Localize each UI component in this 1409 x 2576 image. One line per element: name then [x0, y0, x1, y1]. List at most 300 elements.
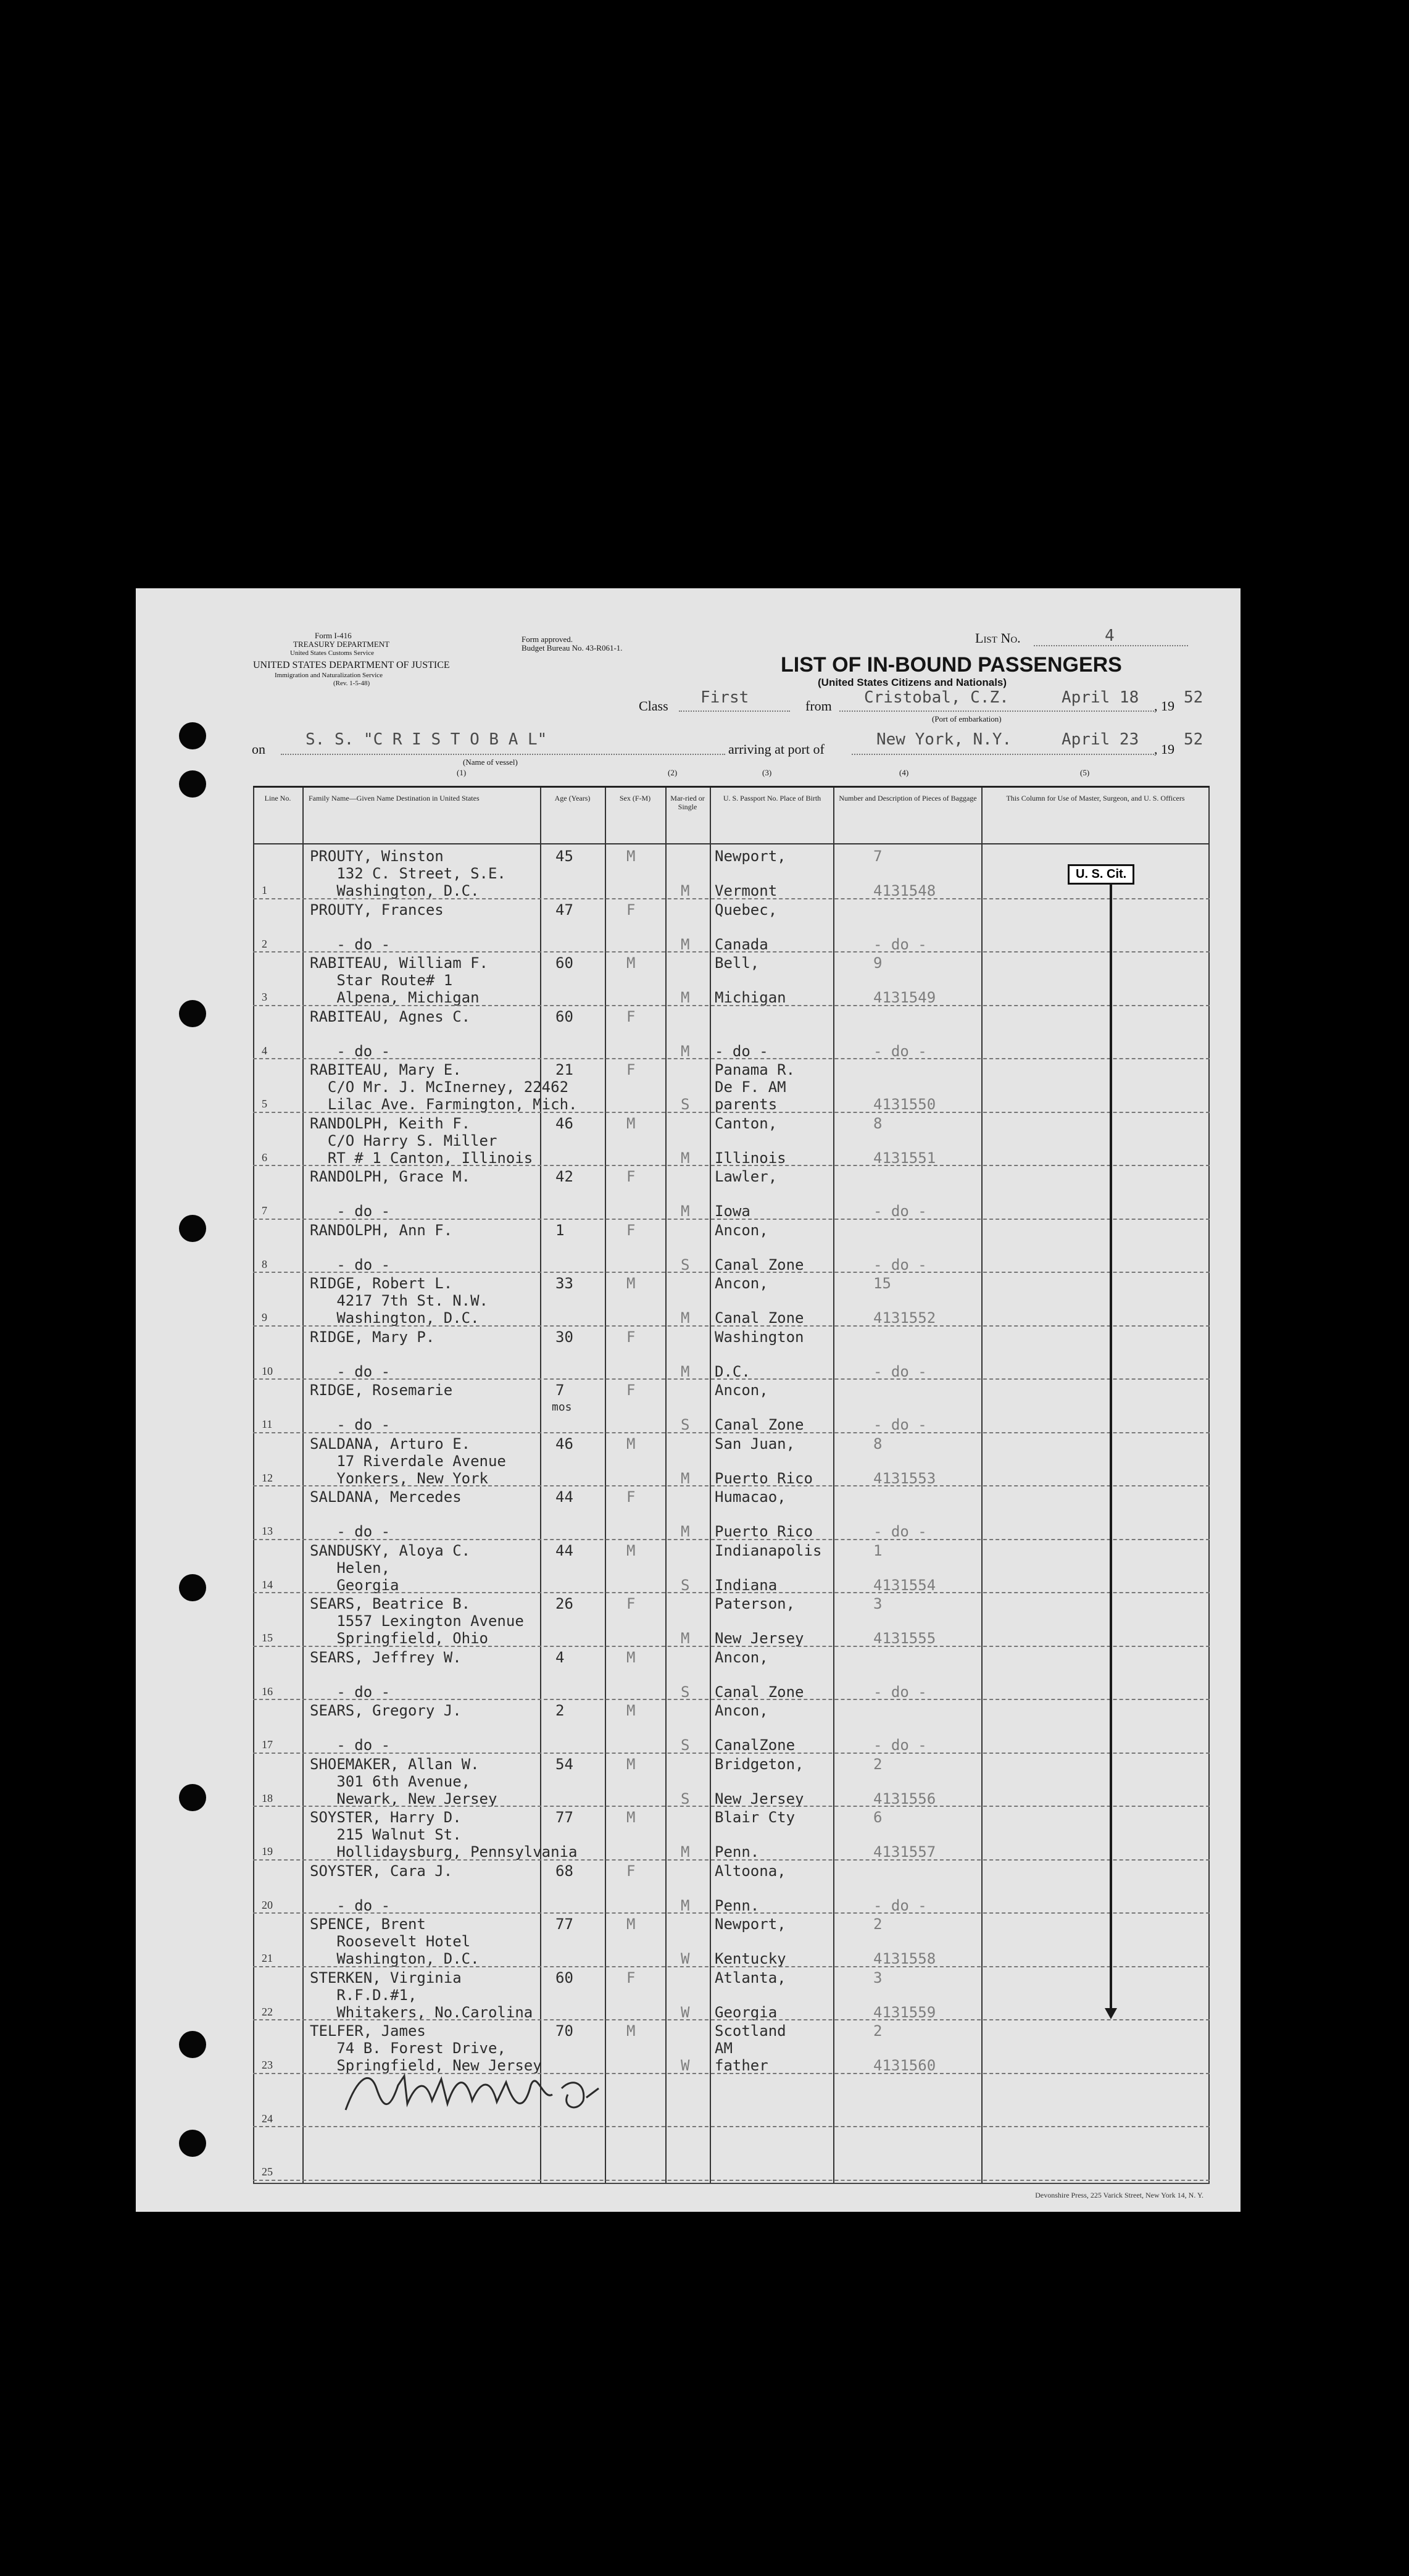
- baggage-line: - do -: [873, 935, 927, 953]
- birthplace-line: Illinois: [715, 1149, 786, 1167]
- row-rule: [253, 1539, 1210, 1540]
- age-value: 54: [555, 1755, 573, 1773]
- vessel-underline: [281, 754, 725, 755]
- line-number: 20: [262, 1898, 273, 1911]
- birthplace-line: Washington: [715, 1328, 804, 1346]
- marital-status: S: [681, 1096, 690, 1113]
- birthplace-line: Georgia: [715, 2003, 778, 2021]
- document-title: LIST OF IN-BOUND PASSENGERS: [781, 653, 1122, 677]
- line-number: 15: [262, 1632, 273, 1644]
- age-value: 21: [555, 1061, 573, 1078]
- punch-hole: [179, 1784, 206, 1811]
- age-value: 2: [555, 1702, 565, 1719]
- line-number: 23: [262, 2059, 273, 2071]
- line-number: 9: [262, 1311, 267, 1323]
- baggage-line: 4131557: [873, 1843, 936, 1861]
- birthplace-line: Humacao,: [715, 1488, 786, 1506]
- col-header-married: Mar-ried or Single: [670, 794, 705, 811]
- passenger-name-line: - do -: [310, 1683, 391, 1701]
- birthplace-line: Vermont: [715, 882, 778, 899]
- col-num-4: (4): [899, 768, 909, 777]
- age-value: 47: [555, 901, 573, 919]
- row-rule: [253, 1485, 1210, 1486]
- header-rule: [253, 843, 1210, 844]
- passenger-name-line: - do -: [310, 1042, 391, 1060]
- sex-value: M: [626, 1648, 636, 1666]
- baggage-line: 4131554: [873, 1576, 936, 1594]
- vessel-name: S. S. "C R I S T O B A L": [305, 730, 547, 749]
- birthplace-line: Michigan: [715, 989, 786, 1006]
- baggage-line: 8: [873, 1435, 883, 1453]
- marital-status: M: [681, 1469, 690, 1487]
- col-header-sex: Sex (F-M): [619, 794, 651, 802]
- row-rule: [253, 1112, 1210, 1113]
- passenger-name-line: TELFER, James: [310, 2022, 426, 2040]
- birthplace-line: D.C.: [715, 1362, 750, 1380]
- sex-value: M: [626, 1702, 636, 1719]
- age-value: 44: [555, 1488, 573, 1506]
- col-header-name: Family Name—Given Name Destination in United States: [309, 794, 480, 802]
- baggage-line: 4131552: [873, 1309, 936, 1327]
- marital-status: M: [681, 882, 690, 899]
- row-rule: [253, 1966, 1210, 1967]
- marital-status: M: [681, 1042, 690, 1060]
- row-rule: [253, 1272, 1210, 1273]
- age-value: 33: [555, 1275, 573, 1292]
- on-label: on: [252, 741, 265, 757]
- marital-status: M: [681, 1523, 690, 1540]
- passenger-name-line: Springfield, New Jersey: [310, 2057, 542, 2074]
- from-underline: [839, 711, 1154, 712]
- line-number: 12: [262, 1471, 273, 1484]
- treasury-dept: TREASURY DEPARTMENT: [293, 640, 390, 649]
- col-header-line: Line No.: [264, 794, 291, 802]
- birthplace-line: Kentucky: [715, 1950, 786, 1967]
- passenger-name-line: Washington, D.C.: [310, 1309, 480, 1327]
- baggage-line: 4131549: [873, 989, 936, 1006]
- passenger-name-line: RIDGE, Rosemarie: [310, 1382, 453, 1399]
- baggage-line: - do -: [873, 1523, 927, 1540]
- line-number: 19: [262, 1845, 273, 1857]
- passenger-name-line: Alpena, Michigan: [310, 989, 480, 1006]
- marital-status: M: [681, 1896, 690, 1914]
- passenger-name-line: - do -: [310, 935, 391, 953]
- marital-status: S: [681, 1576, 690, 1594]
- birthplace-line: Iowa: [715, 1203, 750, 1220]
- passenger-name-line: C/O Harry S. Miller: [310, 1132, 497, 1149]
- baggage-line: - do -: [873, 1416, 927, 1433]
- marital-status: S: [681, 1683, 690, 1701]
- marital-status: S: [681, 1790, 690, 1807]
- passenger-name-line: RIDGE, Robert L.: [310, 1275, 453, 1292]
- line-number: 5: [262, 1098, 267, 1110]
- sex-value: M: [626, 954, 636, 972]
- passenger-name-line: 17 Riverdale Avenue: [310, 1452, 506, 1470]
- baggage-line: 2: [873, 1755, 883, 1773]
- list-no-underline: [1034, 645, 1188, 646]
- age-value: 30: [555, 1328, 573, 1346]
- passenger-name-line: SANDUSKY, Aloya C.: [310, 1541, 471, 1559]
- age-value: 77: [555, 1809, 573, 1826]
- sex-value: M: [626, 1755, 636, 1773]
- sex-value: M: [626, 1114, 636, 1132]
- arrival-date: April 23: [1062, 730, 1139, 749]
- birthplace-line: Panama R.: [715, 1061, 796, 1078]
- birthplace-line: Ancon,: [715, 1275, 768, 1292]
- row-rule: [253, 1005, 1210, 1006]
- sex-value: F: [626, 1221, 636, 1239]
- baggage-line: - do -: [873, 1896, 927, 1914]
- passenger-name-line: Washington, D.C.: [310, 882, 480, 899]
- row-rule: [253, 1592, 1210, 1593]
- form-approved: Form approved.: [522, 635, 573, 644]
- class-underline: [679, 711, 790, 712]
- line-number: 1: [262, 884, 267, 896]
- marital-status: S: [681, 1736, 690, 1754]
- sex-value: F: [626, 1969, 636, 1986]
- baggage-line: 1: [873, 1541, 883, 1559]
- sex-value: F: [626, 1168, 636, 1185]
- baggage-line: 8: [873, 1114, 883, 1132]
- age-value: 70: [555, 2022, 573, 2040]
- age-value: 26: [555, 1595, 573, 1612]
- passenger-name-line: - do -: [310, 1362, 391, 1380]
- passenger-name-line: 4217 7th St. N.W.: [310, 1292, 488, 1309]
- line-number: 13: [262, 1525, 273, 1537]
- line-number: 10: [262, 1364, 273, 1377]
- class-label: Class: [639, 698, 668, 714]
- line-number: 6: [262, 1151, 267, 1164]
- passenger-name-line: RABITEAU, Mary E.: [310, 1061, 462, 1078]
- passenger-name-line: Star Route# 1: [310, 972, 453, 989]
- sex-value: F: [626, 1007, 636, 1025]
- birthplace-line: father: [715, 2057, 768, 2074]
- baggage-line: 2: [873, 1915, 883, 1933]
- sex-value: F: [626, 1488, 636, 1506]
- row-rule: [253, 1378, 1210, 1380]
- marital-status: W: [681, 2003, 690, 2021]
- form-revision: (Rev. 1-5-48): [333, 680, 370, 687]
- passenger-name-line: RANDOLPH, Keith F.: [310, 1114, 471, 1132]
- from-year-prefix: , 19: [1154, 698, 1174, 714]
- passenger-name-line: Lilac Ave. Farmington, Mich.: [310, 1096, 578, 1113]
- passenger-name-line: SPENCE, Brent: [310, 1915, 426, 1933]
- from-date: April 18: [1062, 688, 1139, 707]
- birthplace-line: Quebec,: [715, 901, 778, 919]
- age-value: 46: [555, 1435, 573, 1453]
- row-rule: [253, 1753, 1210, 1754]
- passenger-name-line: C/O Mr. J. McInerney, 22462: [310, 1078, 569, 1096]
- line-number: 11: [262, 1418, 273, 1430]
- row-rule: [253, 1912, 1210, 1914]
- passenger-name-line: SHOEMAKER, Allan W.: [310, 1755, 480, 1773]
- line-number: 24: [262, 2112, 273, 2125]
- passenger-name-line: STERKEN, Virginia: [310, 1969, 462, 1986]
- passenger-name-line: - do -: [310, 1736, 391, 1754]
- birthplace-line: Lawler,: [715, 1168, 778, 1185]
- passenger-name-line: PROUTY, Frances: [310, 901, 444, 919]
- line-number: 18: [262, 1791, 273, 1804]
- age-value: 1: [555, 1221, 565, 1239]
- col-header-officers: This Column for Use of Master, Surgeon, and U. S. Officers: [1006, 794, 1185, 802]
- birthplace-line: De F. AM: [715, 1078, 786, 1096]
- marital-status: M: [681, 1362, 690, 1380]
- birthplace-line: Canada: [715, 935, 768, 953]
- passenger-name-line: Georgia: [310, 1576, 399, 1594]
- passenger-name-line: Helen,: [310, 1559, 391, 1577]
- age-value: 60: [555, 1007, 573, 1025]
- birthplace-line: Penn.: [715, 1896, 760, 1914]
- line-number: 22: [262, 2005, 273, 2018]
- line-number: 25: [262, 2165, 273, 2178]
- col-num-5: (5): [1080, 768, 1090, 777]
- justice-dept: UNITED STATES DEPARTMENT OF JUSTICE: [253, 660, 450, 670]
- age-value: 46: [555, 1114, 573, 1132]
- birthplace-line: Indianapolis: [715, 1541, 822, 1559]
- baggage-line: 6: [873, 1809, 883, 1826]
- from-label: from: [805, 698, 832, 714]
- marital-status: W: [681, 1950, 690, 1967]
- birthplace-line: Scotland: [715, 2022, 786, 2040]
- birthplace-line: Canal Zone: [715, 1256, 804, 1273]
- punch-hole: [179, 770, 206, 798]
- passenger-name-line: RABITEAU, William F.: [310, 954, 488, 972]
- row-rule: [253, 1806, 1210, 1807]
- birthplace-line: Bridgeton,: [715, 1755, 804, 1773]
- baggage-line: 4131551: [873, 1149, 936, 1167]
- col-header-passport: U. S. Passport No. Place of Birth: [723, 794, 821, 802]
- sex-value: F: [626, 901, 636, 919]
- age-value: 4: [555, 1648, 565, 1666]
- passenger-name-line: Whitakers, No.Carolina: [310, 2003, 533, 2021]
- birthplace-line: Atlanta,: [715, 1969, 786, 1986]
- marital-status: S: [681, 1416, 690, 1433]
- birthplace-line: CanalZone: [715, 1736, 796, 1754]
- birthplace-line: - do -: [715, 1042, 768, 1060]
- age-value: 60: [555, 954, 573, 972]
- age-unit: mos: [552, 1401, 572, 1414]
- arrival-underline: [852, 754, 1154, 755]
- passenger-name-line: SOYSTER, Cara J.: [310, 1862, 453, 1880]
- row-rule: [253, 2126, 1210, 2127]
- passenger-name-line: RABITEAU, Agnes C.: [310, 1007, 471, 1025]
- line-number: 3: [262, 991, 267, 1003]
- arrival-year: 52: [1184, 730, 1203, 749]
- passenger-name-line: 215 Walnut St.: [310, 1826, 462, 1843]
- passenger-name-line: Newark, New Jersey: [310, 1790, 497, 1807]
- passenger-name-line: 74 B. Forest Drive,: [310, 2040, 506, 2057]
- budget-bureau: Budget Bureau No. 43-R061-1.: [522, 643, 623, 652]
- baggage-line: 4131558: [873, 1950, 936, 1967]
- sex-value: M: [626, 1541, 636, 1559]
- col-num-2: (2): [668, 768, 678, 777]
- baggage-line: - do -: [873, 1042, 927, 1060]
- age-value: 60: [555, 1969, 573, 1986]
- printer-imprint: Devonshire Press, 225 Varick Street, New York 14, N. Y.: [1035, 2191, 1203, 2199]
- birthplace-line: Penn.: [715, 1843, 760, 1861]
- row-rule: [253, 1646, 1210, 1647]
- age-value: 77: [555, 1915, 573, 1933]
- age-value: 68: [555, 1862, 573, 1880]
- baggage-line: 9: [873, 954, 883, 972]
- baggage-line: 3: [873, 1969, 883, 1986]
- baggage-line: 4131560: [873, 2057, 936, 2074]
- sex-value: M: [626, 1275, 636, 1292]
- document-subtitle: (United States Citizens and Nationals): [818, 677, 1007, 688]
- birthplace-line: Puerto Rico: [715, 1469, 813, 1487]
- punch-hole: [179, 1000, 206, 1027]
- marital-status: M: [681, 1203, 690, 1220]
- punch-hole: [179, 1574, 206, 1601]
- class-value: First: [700, 688, 749, 707]
- passenger-name-line: SALDANA, Mercedes: [310, 1488, 462, 1506]
- row-rule: [253, 1058, 1210, 1059]
- list-no-value: 4: [1105, 627, 1115, 645]
- list-no-label: List No.: [975, 630, 1021, 646]
- passenger-name-line: - do -: [310, 1203, 391, 1220]
- birthplace-line: Bell,: [715, 954, 760, 972]
- birthplace-line: Canal Zone: [715, 1309, 804, 1327]
- birthplace-line: New Jersey: [715, 1630, 804, 1647]
- line-number: 8: [262, 1257, 267, 1270]
- sex-value: M: [626, 1809, 636, 1826]
- passenger-name-line: Springfield, Ohio: [310, 1630, 488, 1647]
- baggage-line: - do -: [873, 1362, 927, 1380]
- passenger-name-line: Washington, D.C.: [310, 1950, 480, 1967]
- marital-status: M: [681, 1843, 690, 1861]
- birthplace-line: Newport,: [715, 848, 786, 865]
- marital-status: M: [681, 1149, 690, 1167]
- age-value: 42: [555, 1168, 573, 1185]
- arrival-year-prefix: , 19: [1154, 741, 1174, 757]
- age-value: 45: [555, 848, 573, 865]
- punch-hole: [179, 1215, 206, 1242]
- passenger-name-line: SEARS, Beatrice B.: [310, 1595, 471, 1612]
- sex-value: F: [626, 1328, 636, 1346]
- passenger-name-line: - do -: [310, 1896, 391, 1914]
- from-port: Cristobal, C.Z.: [864, 688, 1009, 707]
- birthplace-line: Puerto Rico: [715, 1523, 813, 1540]
- passenger-name-line: RT # 1 Canton, Illinois: [310, 1149, 533, 1167]
- birthplace-line: Ancon,: [715, 1702, 768, 1719]
- marital-status: M: [681, 1630, 690, 1647]
- baggage-line: - do -: [873, 1683, 927, 1701]
- baggage-line: 4131555: [873, 1630, 936, 1647]
- col-header-age: Age (Years): [554, 794, 591, 802]
- sex-value: F: [626, 1382, 636, 1399]
- age-value: 44: [555, 1541, 573, 1559]
- birthplace-line: parents: [715, 1096, 778, 1113]
- baggage-line: 4131550: [873, 1096, 936, 1113]
- passenger-name-line: RANDOLPH, Ann F.: [310, 1221, 453, 1239]
- line-number: 2: [262, 937, 267, 950]
- birthplace-line: Blair Cty: [715, 1809, 796, 1826]
- birthplace-line: Canton,: [715, 1114, 778, 1132]
- ins-service: Immigration and Naturalization Service: [275, 672, 383, 679]
- sex-value: M: [626, 1435, 636, 1453]
- vessel-caption: (Name of vessel): [463, 757, 518, 767]
- arrival-port: New York, N.Y.: [876, 730, 1012, 749]
- age-value: 7: [555, 1382, 565, 1399]
- baggage-line: 4131553: [873, 1469, 936, 1487]
- baggage-line: 7: [873, 848, 883, 865]
- birthplace-line: Ancon,: [715, 1648, 768, 1666]
- baggage-line: - do -: [873, 1736, 927, 1754]
- col-num-1: (1): [457, 768, 467, 777]
- passenger-name-line: - do -: [310, 1256, 391, 1273]
- col-num-3: (3): [762, 768, 772, 777]
- row-rule: [253, 1219, 1210, 1220]
- manifest-page: [136, 588, 1241, 2212]
- signature: [339, 2051, 623, 2125]
- form-number: Form I-416: [315, 631, 352, 640]
- us-citizen-stamp: U. S. Cit.: [1068, 864, 1134, 885]
- baggage-line: 2: [873, 2022, 883, 2040]
- marital-status: W: [681, 2057, 690, 2074]
- baggage-line: 4131548: [873, 882, 936, 899]
- passenger-table: [253, 786, 1210, 2184]
- sex-value: M: [626, 848, 636, 865]
- baggage-line: 4131556: [873, 1790, 936, 1807]
- sex-value: F: [626, 1595, 636, 1612]
- row-rule: [253, 951, 1210, 952]
- birthplace-line: Ancon,: [715, 1382, 768, 1399]
- passenger-name-line: - do -: [310, 1416, 391, 1433]
- row-rule: [253, 898, 1210, 899]
- line-number: 4: [262, 1044, 267, 1057]
- passenger-name-line: SEARS, Jeffrey W.: [310, 1648, 462, 1666]
- passenger-name-line: R.F.D.#1,: [310, 1986, 417, 2004]
- line-number: 7: [262, 1204, 267, 1217]
- from-year: 52: [1184, 688, 1203, 707]
- punch-hole: [179, 2130, 206, 2157]
- sex-value: F: [626, 1061, 636, 1078]
- passenger-name-line: PROUTY, Winston: [310, 848, 444, 865]
- passenger-name-line: Hollidaysburg, Pennsylvania: [310, 1843, 578, 1861]
- birthplace-line: San Juan,: [715, 1435, 796, 1453]
- birthplace-line: AM: [715, 2040, 733, 2057]
- marital-status: M: [681, 935, 690, 953]
- baggage-line: 3: [873, 1595, 883, 1612]
- birthplace-line: Canal Zone: [715, 1416, 804, 1433]
- sex-value: F: [626, 1862, 636, 1880]
- ditto-arrow-head: [1105, 2008, 1117, 2019]
- sex-value: M: [626, 2022, 636, 2040]
- line-number: 17: [262, 1738, 273, 1751]
- marital-status: M: [681, 1309, 690, 1327]
- passenger-name-line: - do -: [310, 1523, 391, 1540]
- row-rule: [253, 2180, 1210, 2181]
- line-number: 16: [262, 1685, 273, 1698]
- row-rule: [253, 1165, 1210, 1166]
- row-rule: [253, 1432, 1210, 1433]
- birthplace-line: Altoona,: [715, 1862, 786, 1880]
- line-number: 21: [262, 1952, 273, 1964]
- punch-hole: [179, 722, 206, 749]
- line-number: 14: [262, 1578, 273, 1591]
- passenger-name-line: Yonkers, New York: [310, 1469, 488, 1487]
- birthplace-line: Ancon,: [715, 1221, 768, 1239]
- row-rule: [253, 1325, 1210, 1327]
- arriving-label: arriving at port of: [728, 741, 825, 757]
- passenger-name-line: 301 6th Avenue,: [310, 1772, 471, 1790]
- birthplace-line: New Jersey: [715, 1790, 804, 1807]
- col-header-baggage: Number and Description of Pieces of Baggage: [839, 794, 977, 802]
- ditto-arrow-line: [1110, 883, 1112, 2013]
- baggage-line: 15: [873, 1275, 891, 1292]
- baggage-line: 4131559: [873, 2003, 936, 2021]
- birthplace-line: Paterson,: [715, 1595, 796, 1612]
